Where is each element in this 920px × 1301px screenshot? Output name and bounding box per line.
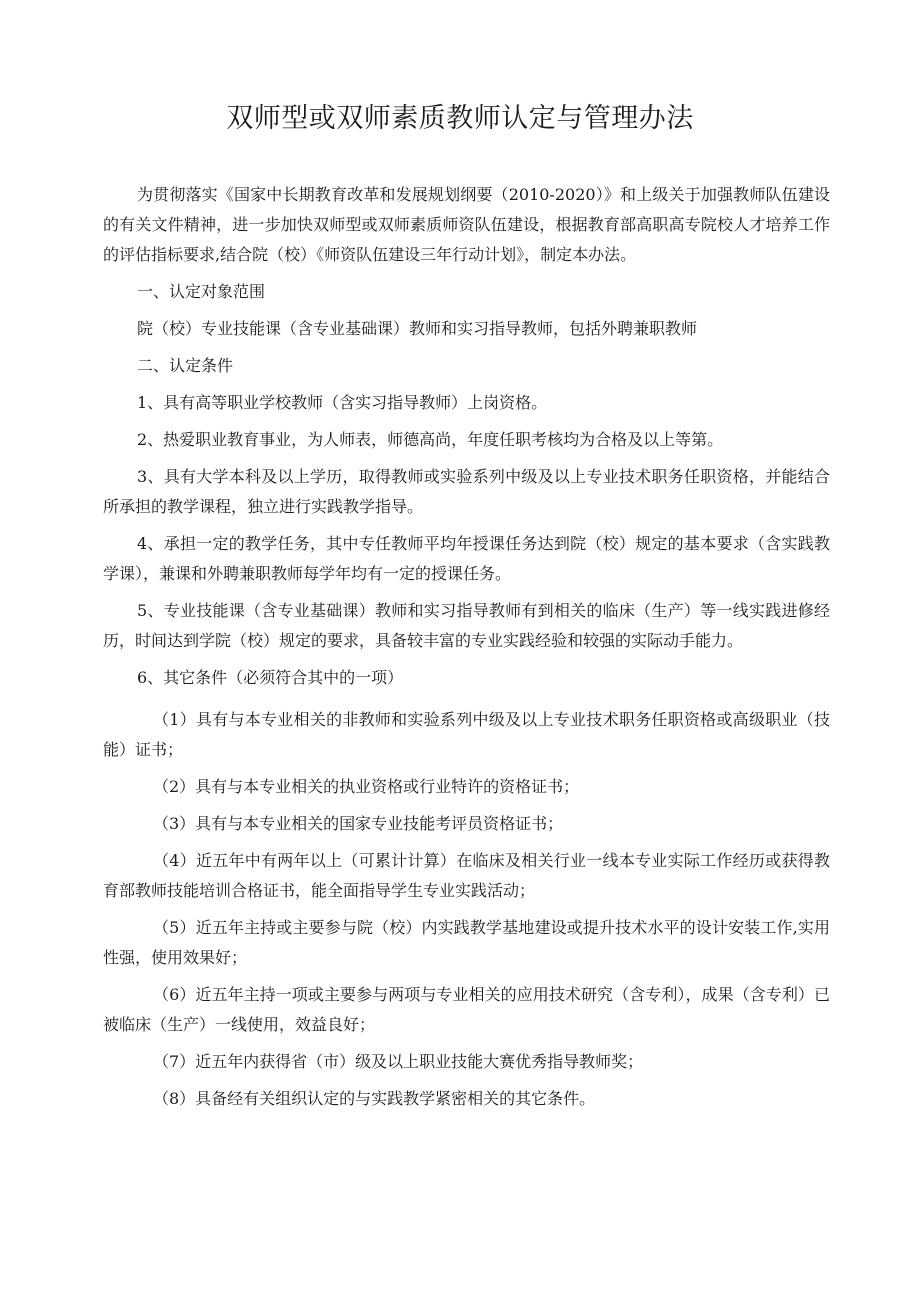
section1-heading: 一、认定对象范围 (137, 282, 266, 301)
sub-condition-item: （8）具备经有关组织认定的与实践教学紧密相关的其它条件。 (153, 1089, 596, 1108)
document-title: 双师型或双师素质教师认定与管理办法 (226, 103, 694, 134)
condition-item: 1、具有高等职业学校教师（含实习指导教师）上岗资格。 (137, 393, 548, 412)
section1-body: 院（校）专业技能课（含专业基础课）教师和实习指导教师，包括外聘兼职教师 (137, 319, 698, 338)
condition-item: 2、热爱职业教育事业，为人师表，师德高尚，年度任职考核均为合格及以上等第。 (137, 430, 724, 449)
condition-item: 6、其它条件（必须符合其中的一项） (137, 668, 404, 687)
sub-condition-item: （7）近五年内获得省（市）级及以上职业技能大赛优秀指导教师奖； (153, 1052, 644, 1071)
section2-heading: 二、认定条件 (137, 356, 234, 375)
sub-condition-item: （5）近五年主持或主要参与院（校）内实践教学基地建设或提升技术水平的设计安装工作,实用性强，使用效果好； (103, 918, 830, 967)
sub-condition-item: （1）具有与本专业相关的非教师和实验系列中级及以上专业技术职务任职资格或高级职业（技能）证书； (103, 710, 830, 759)
sub-condition-item: （4）近五年中有两年以上（可累计计算）在临床及相关行业一线本专业实际工作经历或获得教育部教师技能培训合格证书，能全面指导学生专业实践活动； (103, 851, 830, 900)
sub-condition-item: （6）近五年主持一项或主要参与两项与专业相关的应用技术研究（含专利），成果（含专利）已被临床（生产）一线使用，效益良好； (103, 985, 830, 1034)
intro-paragraph: 为贯彻落实《国家中长期教育改革和发展规划纲要（2010-2020）》和上级关于加强教师队伍建设的有关文件精神，进一步加快双师型或双师素质师资队伍建设，根据教育部高职高专院校人才培养工作的评估指标要求,结合院（校）《师资队伍建设三年行动计划》，制定本办法。 (103, 185, 830, 264)
sub-condition-item: （2）具有与本专业相关的执业资格或行业特许的资格证书； (153, 777, 580, 796)
document-body (103, 180, 830, 1121)
condition-item: 3、具有大学本科及以上学历，取得教师或实验系列中级及以上专业技术职务任职资格，并能结合所承担的教学课程，独立进行实践教学指导。 (103, 467, 830, 516)
condition-item: 4、承担一定的教学任务，其中专任教师平均年授课任务达到院（校）规定的基本要求（含实践教学课），兼课和外聘兼职教师每学年均有一定的授课任务。 (103, 534, 830, 583)
condition-item: 5、专业技能课（含专业基础课）教师和实习指导教师有到相关的临床（生产）等一线实践进修经历，时间达到学院（校）规定的要求，具备较丰富的专业实践经验和较强的实际动手能力。 (103, 601, 830, 650)
sub-condition-item: （3）具有与本专业相关的国家专业技能考评员资格证书； (153, 814, 564, 833)
